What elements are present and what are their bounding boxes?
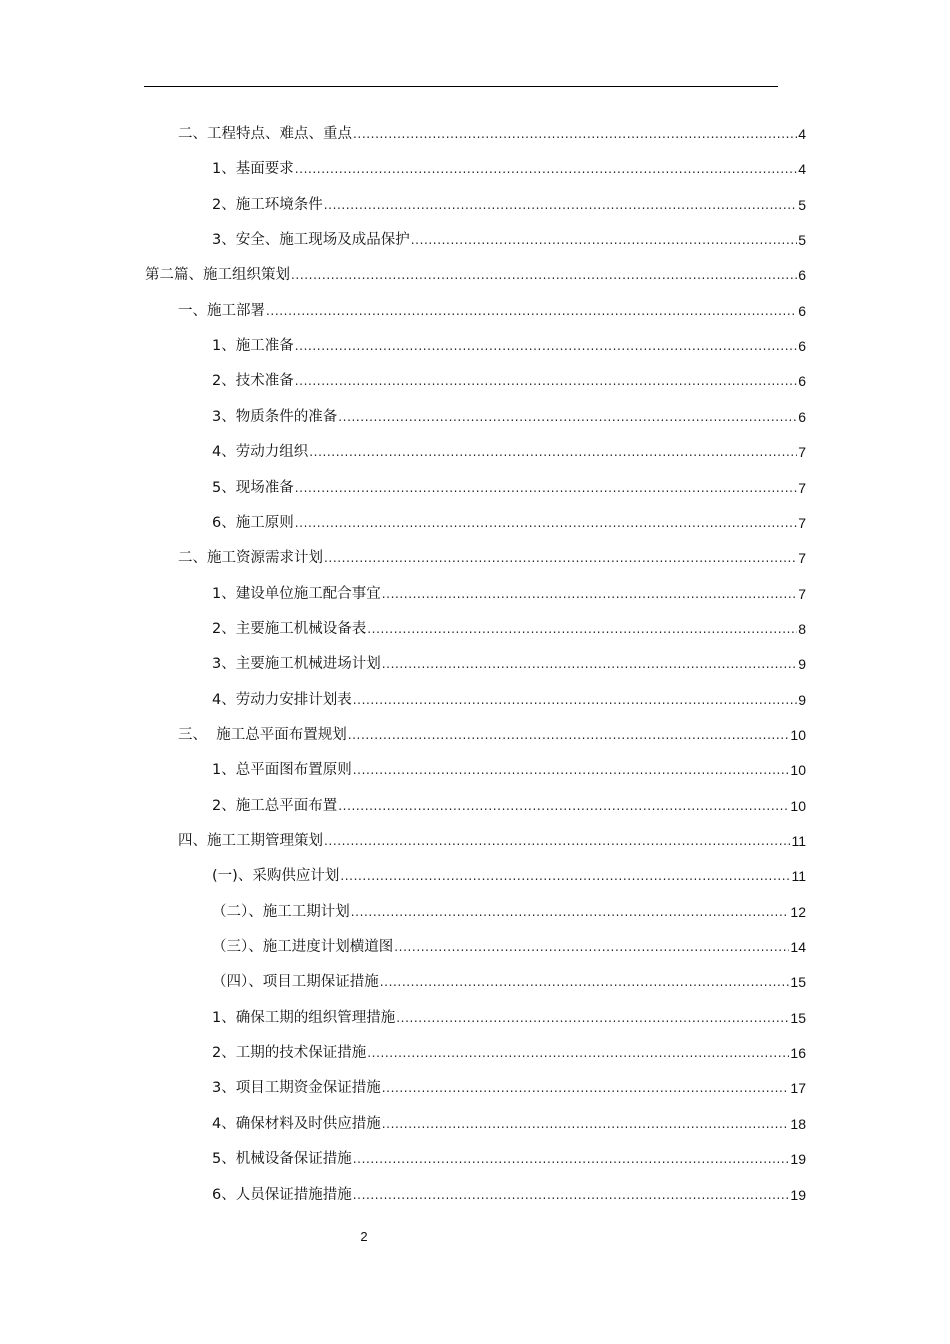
toc-entry-page: 15 (790, 974, 806, 991)
toc-dot-leader (338, 798, 789, 814)
toc-entry[interactable] (212, 1181, 806, 1205)
toc-entry-title: 二、施工资源需求计划 (178, 550, 323, 567)
toc-entry-title: 2、技术准备 (212, 373, 294, 390)
toc-entry-title: 三、 施工总平面布置规划 (178, 726, 347, 743)
toc-entry-page: 6 (798, 373, 806, 390)
toc-entry-title: （三）、施工进度计划横道图 (212, 939, 394, 956)
toc-entry-page: 19 (790, 1151, 806, 1168)
toc-entry-title: 3、项目工期资金保证措施 (212, 1080, 381, 1097)
toc-dot-leader (324, 197, 797, 213)
toc-entry-page: 12 (790, 903, 806, 920)
toc-entry[interactable] (212, 226, 806, 250)
toc-entry[interactable] (178, 827, 806, 851)
toc-dot-leader (291, 267, 797, 283)
toc-dot-leader (353, 692, 797, 708)
toc-entry[interactable] (212, 1039, 806, 1063)
header-rule (144, 86, 778, 87)
toc-dot-leader (324, 833, 790, 849)
toc-entry-title: 5、机械设备保证措施 (212, 1151, 352, 1168)
toc-entry-title: 3、主要施工机械进场计划 (212, 656, 381, 673)
toc-entry[interactable] (178, 544, 806, 568)
toc-entry-page: 7 (798, 479, 806, 496)
toc-dot-leader (348, 727, 790, 743)
toc-entry-title: 第二篇、施工组织策划 (145, 267, 290, 284)
toc-entry-page: 4 (798, 126, 806, 142)
toc-entry[interactable] (178, 721, 806, 745)
toc-entry-title: （二）、施工工期计划 (212, 903, 350, 920)
toc-entry-title: 4、劳动力组织 (212, 444, 309, 461)
toc-entry-page: 7 (798, 514, 806, 531)
toc-entry-page: 6 (798, 338, 806, 355)
toc-entry[interactable] (212, 474, 806, 498)
toc-entry-page: 11 (791, 868, 806, 885)
toc-dot-leader (338, 409, 797, 425)
toc-dot-leader (394, 939, 789, 955)
toc-dot-leader (353, 762, 790, 778)
toc-entry[interactable] (212, 792, 806, 816)
toc-entry[interactable] (212, 1110, 806, 1134)
toc-dot-leader (295, 480, 797, 496)
toc-entry-page: 5 (798, 196, 806, 213)
toc-entry-page: 14 (790, 939, 806, 956)
toc-entry-page: 19 (790, 1186, 806, 1203)
toc-entry[interactable] (212, 509, 806, 533)
toc-entry-page: 5 (798, 232, 806, 249)
toc-dot-leader (351, 904, 790, 920)
toc-entry[interactable] (212, 438, 806, 462)
toc-dot-leader (340, 868, 790, 884)
toc-entry[interactable] (212, 1004, 806, 1028)
toc-entry-page: 8 (798, 620, 806, 637)
toc-entry-title: 3、安全、施工现场及成品保护 (212, 232, 410, 249)
toc-dot-leader (324, 550, 797, 566)
toc-entry-title: 6、施工原则 (212, 514, 294, 531)
toc-entry-page: 9 (798, 656, 806, 673)
toc-entry-page: 4 (798, 161, 806, 178)
toc-dot-leader (309, 444, 797, 460)
toc-entry-title: 二、工程特点、难点、重点 (178, 126, 352, 142)
toc-entry-title: 5、现场准备 (212, 479, 294, 496)
toc-dot-leader (266, 303, 797, 319)
toc-entry[interactable] (212, 580, 806, 604)
toc-entry-page: 15 (790, 1009, 806, 1026)
toc-entry-page: 6 (798, 302, 806, 319)
toc-dot-leader (295, 161, 797, 177)
toc-dot-leader (382, 586, 797, 602)
toc-dot-leader (295, 338, 797, 354)
toc-entry-title: 1、确保工期的组织管理措施 (212, 1009, 396, 1026)
toc-dot-leader (295, 373, 797, 389)
toc-entry-page: 7 (798, 444, 806, 461)
toc-entry[interactable] (178, 297, 806, 321)
toc-entry[interactable] (212, 650, 806, 674)
toc-entry-page: 7 (798, 585, 806, 602)
toc-entry[interactable] (212, 155, 806, 179)
toc-entry-title: 1、总平面图布置原则 (212, 762, 352, 779)
toc-dot-leader (382, 1080, 790, 1096)
toc-entry-page: 9 (798, 691, 806, 708)
toc-dot-leader (382, 656, 797, 672)
toc-entry-title: 4、确保材料及时供应措施 (212, 1115, 381, 1132)
toc-entry-page: 11 (791, 833, 806, 849)
toc-entry[interactable] (212, 898, 806, 922)
toc-entry[interactable] (212, 367, 806, 391)
toc-entry-page: 10 (790, 726, 806, 743)
toc-entry-page: 18 (790, 1115, 806, 1132)
toc-entry-title: 2、施工总平面布置 (212, 797, 338, 814)
toc-entry[interactable] (212, 403, 806, 427)
toc-entry-title: 1、建设单位施工配合事宜 (212, 585, 381, 602)
toc-dot-leader (411, 232, 797, 248)
toc-entry-title: 四、施工工期管理策划 (178, 833, 323, 849)
toc-entry[interactable] (212, 933, 806, 957)
toc-dot-leader (367, 1045, 789, 1061)
toc-entry[interactable] (212, 1074, 806, 1098)
toc-entry-title: (一)、采购供应计划 (212, 868, 340, 885)
toc-entry-title: 2、工期的技术保证措施 (212, 1045, 367, 1062)
toc-dot-leader (396, 1010, 789, 1026)
toc-entry[interactable] (212, 1145, 806, 1169)
toc-entry-title: （四）、项目工期保证措施 (212, 974, 379, 991)
toc-entry-title: 一、施工部署 (178, 302, 265, 319)
toc-entry-page: 10 (790, 797, 806, 814)
toc-entry[interactable] (178, 120, 806, 144)
toc-entry[interactable] (145, 261, 806, 285)
toc-entry[interactable] (212, 968, 806, 992)
toc-entry-page: 16 (790, 1045, 806, 1062)
toc-entry-title: 2、施工环境条件 (212, 196, 323, 213)
toc-entry[interactable] (212, 686, 806, 710)
toc-dot-leader (380, 974, 790, 990)
toc-entry-title: 1、基面要求 (212, 161, 294, 178)
toc-entry-title: 4、劳动力安排计划表 (212, 691, 352, 708)
page-number: 2 (360, 1229, 368, 1244)
toc-entry[interactable] (212, 615, 806, 639)
toc-entry-page: 17 (790, 1080, 806, 1097)
toc-entry[interactable] (212, 862, 806, 886)
toc-dot-leader (353, 1151, 790, 1167)
toc-entry[interactable] (212, 191, 806, 215)
toc-entry-title: 2、主要施工机械设备表 (212, 620, 367, 637)
toc-entry-title: 3、物质条件的准备 (212, 408, 338, 425)
toc-entry[interactable] (212, 756, 806, 780)
toc-entry-title: 1、施工准备 (212, 338, 294, 355)
toc-entry-title: 6、人员保证措施措施 (212, 1186, 352, 1203)
toc-dot-leader (295, 515, 797, 531)
toc-entry-page: 10 (790, 762, 806, 779)
toc-dot-leader (353, 1187, 790, 1203)
toc-entry-page: 7 (798, 550, 806, 567)
toc-dot-leader (367, 621, 797, 637)
toc-dot-leader (353, 126, 797, 142)
toc-entry-page: 6 (798, 267, 806, 284)
toc-entry-page: 6 (798, 408, 806, 425)
toc-dot-leader (382, 1116, 790, 1132)
toc-entry[interactable] (212, 332, 806, 356)
